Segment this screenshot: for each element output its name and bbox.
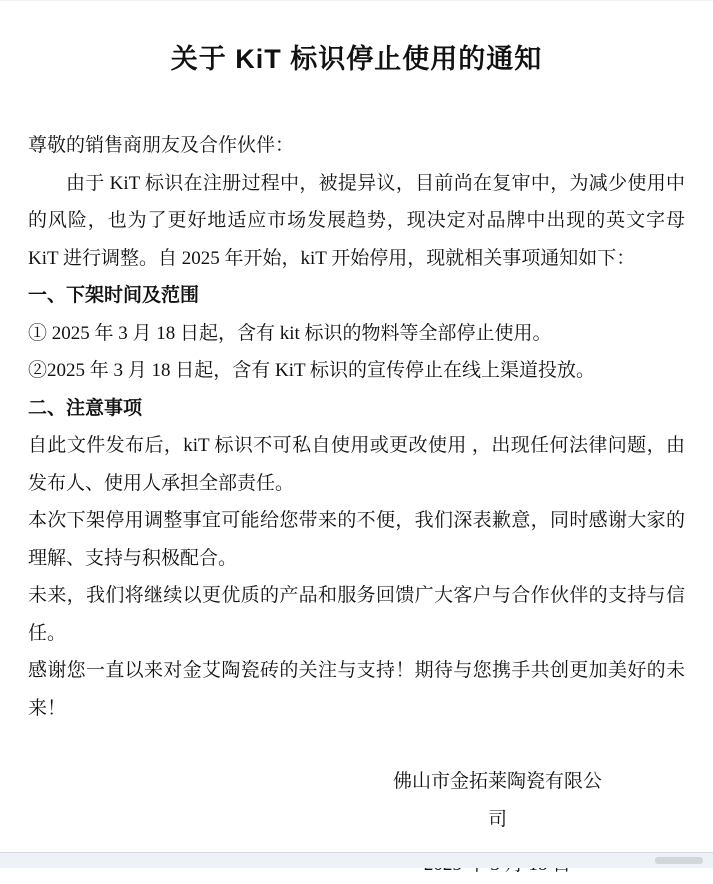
section-1-item-2: ②2025 年 3 月 18 日起，含有 KiT 标识的宣传停止在线上渠道投放。 [28,360,596,381]
intro-paragraph: 由于 KiT 标识在注册过程中，被提异议，目前尚在复审中，为减少使用中的风险，也为了更好地适应市场发展趋势，现决定对品牌中出现的英文字母 KiT 进行调整。自 2025 年开始，kiT 开始停用，现就相关事项通知如下： [28,172,685,269]
section-2-paragraph-4: 感谢您一直以来对金艾陶瓷砖的关注与支持！期待与您携手共创更加美好的未来！ [28,660,685,719]
signature-company: 佛山市金拓莱陶瓷有限公司 [392,771,602,830]
horizontal-scrollbar-track[interactable] [0,852,713,868]
document-title: 关于 KiT 标识停止使用的通知 [170,44,543,74]
section-2-paragraph-3: 未来，我们将继续以更优质的产品和服务回馈广大客户与合作伙伴的支持与信任。 [28,585,685,644]
section-2-paragraph-2: 本次下架停用调整事宜可能给您带来的不便，我们深表歉意，同时感谢大家的理解、支持与积极配合。 [28,510,685,569]
horizontal-scrollbar-thumb[interactable] [655,857,703,864]
greeting-line: 尊敬的销售商朋友及合作伙伴： [28,135,295,156]
section-2-paragraph-1: 自此文件发布后，kiT 标识不可私自使用或更改使用 ，出现任何法律问题，由发布人、使用人承担全部责任。 [28,435,685,494]
document-body [0,1,713,884]
section-2-heading: 二、注意事项 [28,397,143,419]
section-1-heading: 一、下架时间及范围 [28,285,200,306]
section-1-item-1: ① 2025 年 3 月 18 日起，含有 kit 标识的物料等全部停止使用。 [28,322,552,344]
